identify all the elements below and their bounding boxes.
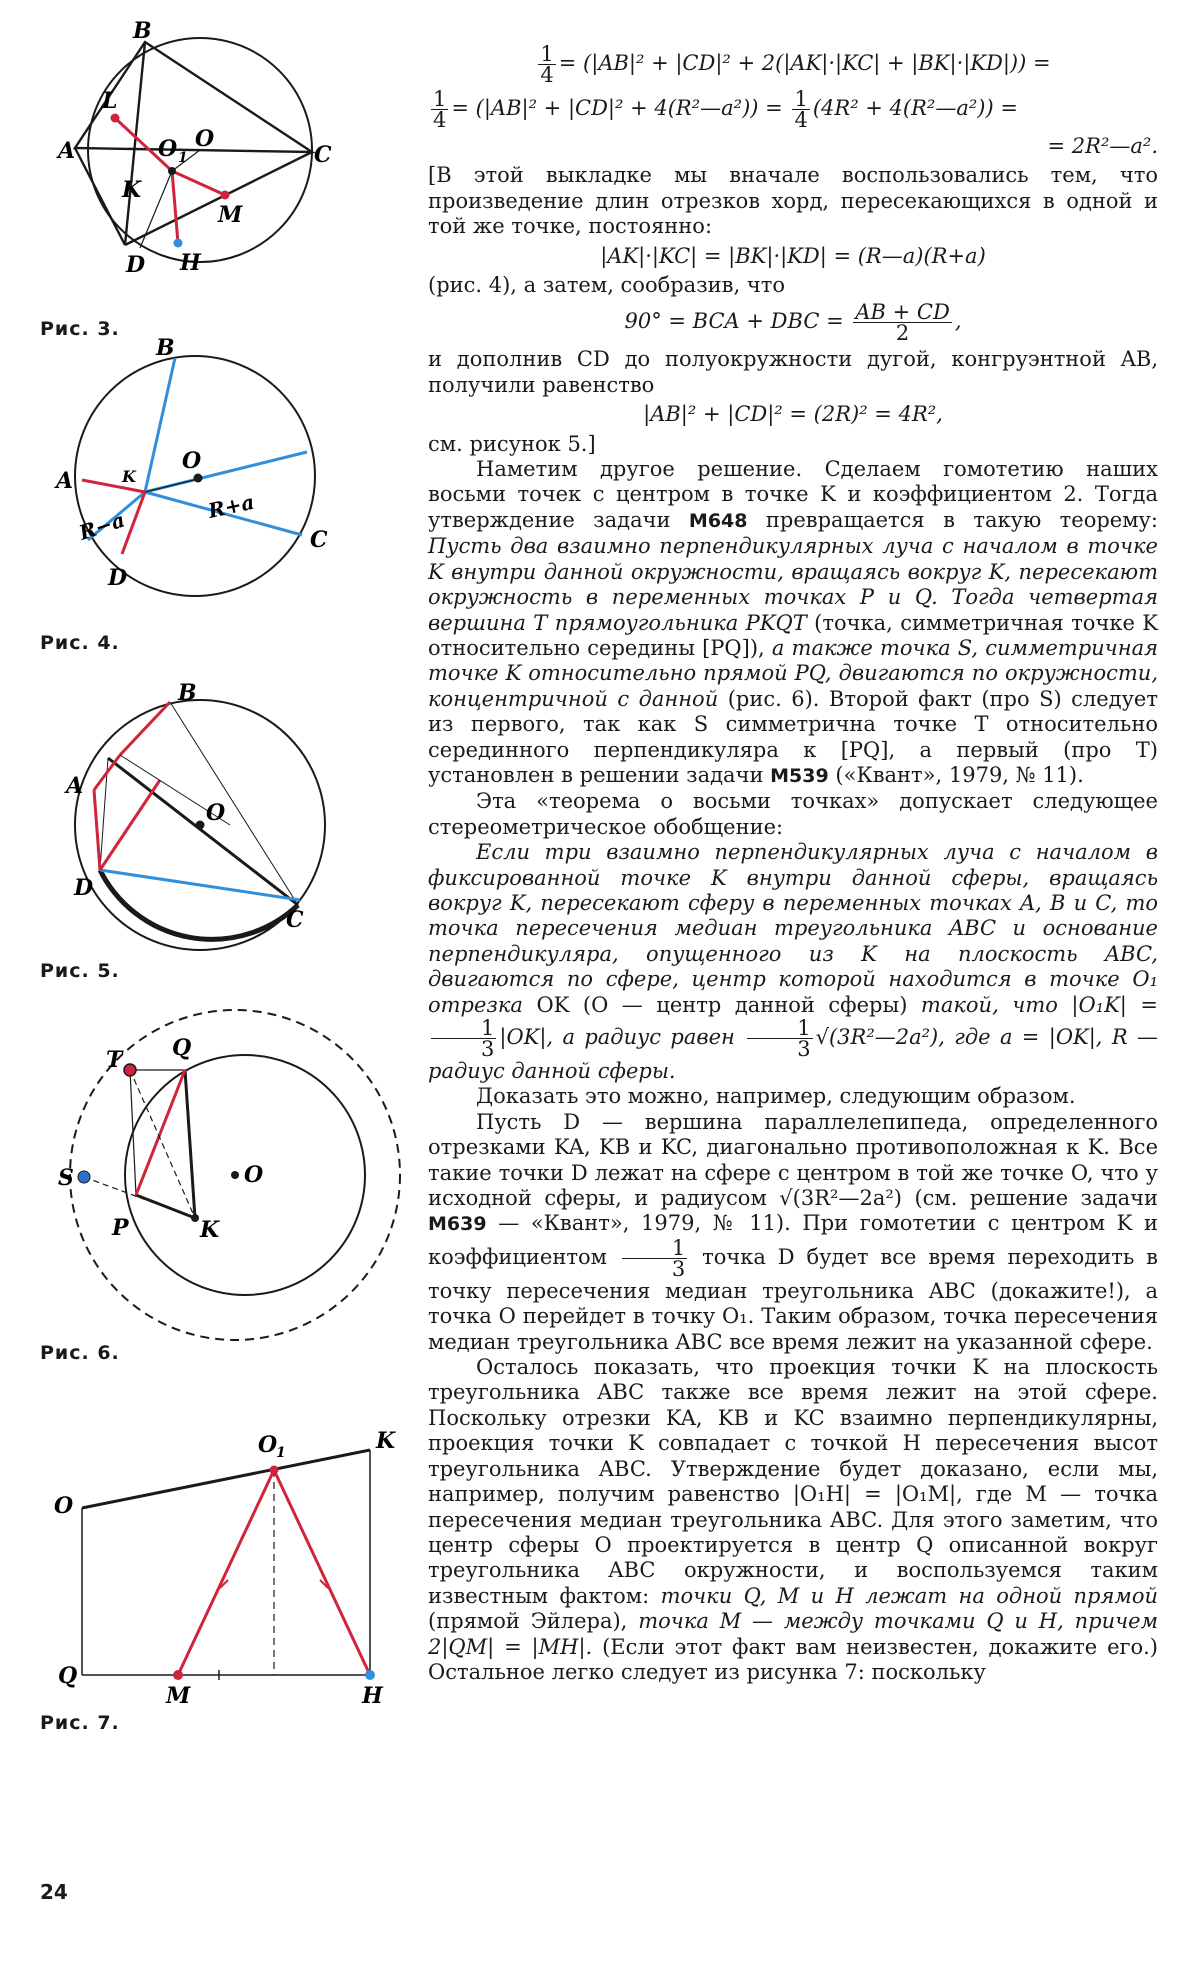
label-T: T: [106, 1047, 123, 1073]
label-O1-sub: 1: [276, 1445, 286, 1461]
label-C: C: [286, 907, 304, 933]
figure-6-caption: Рис. 6.: [40, 1342, 120, 1364]
point-O: [196, 821, 205, 830]
label-r-plus-a: R+a: [206, 489, 257, 523]
point-O: [231, 1171, 239, 1179]
equation-6: |AB|² + |CD|² = (2R)² = 4R²,: [643, 402, 943, 427]
figure-3: [30, 20, 350, 290]
figure-6: [30, 1025, 350, 1325]
point-O: [194, 474, 203, 483]
paragraph-10: Осталось показать, что проекция точки K на плоскость треугольника ABC также все время лежит на этой сфере. Поскольку отрезки KA, KB и KC взаимно перпендикулярны, проекция точки K совпадает с точкой H пересечения высот треугольника ABC. Утверждение будет доказано, если мы, например, получим равенство |O₁H| = |O₁M|, где M — точка пересечения медиан треугольника ABC. Для этого заметим, что центр сферы O проектируется в центр Q описанной вокруг треугольника ABC окружности, и воспользуемся таким известным фактом: точки Q, M и H лежат на одной прямой (прямой Эйлера), точка M — между точками Q и H, причем 2|QM| = |MH|. (Если этот факт вам неизвестен, докажите его.) Остальное легко следует из рисунка 7: поскольку: [428, 1355, 1159, 1684]
figure-7: [30, 1428, 396, 1710]
fraction: $\frac{1}{3}$: [622, 1238, 687, 1279]
equation-2: $\frac{1}{4}$ = (|AB|² + |CD|² + 4(R²—a²)) = $\frac{1}{4}$ (4R² + 4(R²—a²)) =: [433, 87, 1018, 132]
point-O1: [270, 1466, 279, 1475]
figure-3-caption: Рис. 3.: [40, 318, 120, 340]
paragraph-3: и дополнив CD до полуокружности дугой, конгруэнтной AB, получили равенство: [428, 347, 1158, 397]
label-B: B: [133, 18, 152, 44]
label-D: D: [74, 875, 94, 901]
fraction: $\frac{AB + CD}{2}$: [855, 300, 950, 346]
point-H: [174, 239, 183, 248]
figure-3-diagram: [30, 20, 350, 290]
label-H: H: [180, 250, 201, 276]
label-r-minus-a: R−a: [76, 507, 128, 545]
label-K: K: [200, 1217, 220, 1243]
label-O: O: [206, 800, 226, 826]
label-D: D: [108, 565, 128, 591]
paragraph-5: Наметим другое решение. Сделаем гомотетию наших восьми точек с центром в точке K и коэффициентом 2. Тогда утверждение задачи М648 превращается в такую теорему: Пусть два взаимно перпендикулярных луча с началом в точке K внутри данной окружности, вращаясь вокруг K, пересекают окружность в переменных точках P и Q. Тогда четвертая вершина T прямоугольника PKQT (точка, симметричная точке K относительно середины [PQ]), а также точка S, симметричная точке K относительно прямой PQ, двигаются по окружности, концентричной с данной (рис. 6). Второй факт (про S) следует из первого, так как S симметрична точке T относительно серединного перпендикуляра к [PQ], а первый (про T) установлен в решении задачи М539 («Квант», 1979, № 11).: [428, 457, 1158, 787]
point-S: [78, 1171, 90, 1183]
fraction: $\frac{1}{4}$: [433, 87, 447, 132]
label-O: O: [244, 1162, 264, 1188]
label-O1: O: [158, 136, 178, 162]
label-B: B: [156, 335, 175, 361]
page-number: 24: [40, 1880, 68, 1904]
paragraph-9: Пусть D — вершина параллелепипеда, определенного отрезками KA, KB и KC, диагонально противоположная к K. Все такие точки D лежат на сфере с центром в той же точке O, что у исходной сферы, и радиусом √(3R²—2a²) (см. решение задачи М639 — «Квант», 1979, № 11). При гомотетии с центром K и коэффициентом $\frac{1}{3}$ точка D будет все время переходить в точку пересечения медиан треугольника ABC (докажите!), а точка O перейдет в точку O₁. Таким образом, точка пересечения медиан треугольника ABC все время лежит на указанной сфере.: [428, 1109, 1158, 1354]
label-L: L: [102, 88, 118, 114]
figure-4: [30, 335, 350, 610]
label-S: S: [58, 1165, 74, 1191]
paragraph-6: Эта «теорема о восьми точках» допускает следующее стереометрическое обобщение:: [428, 789, 1158, 839]
point-M: [173, 1670, 183, 1680]
figure-7-caption: Рис. 7.: [40, 1712, 120, 1734]
problem-ref-m639: М639: [428, 1213, 487, 1236]
label-K: K: [122, 467, 136, 486]
problem-ref-m539: М539: [770, 764, 829, 787]
fraction: $\frac{1}{4}$: [540, 42, 554, 87]
figure-6-diagram: [30, 1025, 350, 1325]
text-column: [428, 40, 1158, 1685]
fraction: $\frac{1}{4}$: [794, 87, 808, 132]
equation-3: = 2R²—a².: [1047, 134, 1158, 158]
label-O: O: [54, 1493, 74, 1519]
fraction: $\frac{1}{3}$: [431, 1018, 496, 1059]
label-Q: Q: [58, 1663, 78, 1689]
paragraph-7: Если три взаимно перпендикулярных луча с началом в фиксированной точке K внутри данной сферы, вращаясь вокруг K, пересекают сферу в переменных точках A, B и C, то точка пересечения медиан треугольника ABC и основание перпендикуляра, опущенного из K на плоскость ABC, двигаются по сфере, центр которой находится в точке O₁ отрезка OK (O — центр данной сферы) такой, что |O₁K| = $\frac{1}{3}$ |OK|, а радиус равен $\frac{1}{3}$ √(3R²—2a²), где a = |OK|, R — радиус данной сферы.: [428, 840, 1158, 1083]
label-A: A: [56, 468, 74, 494]
label-O: O: [195, 126, 215, 152]
point-T: [124, 1064, 136, 1076]
label-K: K: [122, 177, 142, 203]
fraction: $\frac{1}{3}$: [747, 1018, 812, 1059]
label-D: D: [126, 252, 146, 278]
label-H: H: [362, 1683, 383, 1709]
label-B: B: [178, 680, 197, 706]
point-O1: [168, 167, 176, 175]
paragraph-1: [В этой выкладке мы вначале воспользовались тем, что произведение длин отрезков хорд, пересекающихся в одной и той же точке, постоянно:: [428, 163, 1158, 239]
point-H: [365, 1670, 375, 1680]
figure-4-caption: Рис. 4.: [40, 632, 120, 654]
figure-5-caption: Рис. 5.: [40, 960, 120, 982]
equation-4: |AK|·|KC| = |BK|·|KD| = (R—a)(R+a): [600, 243, 986, 268]
label-Q: Q: [172, 1035, 192, 1061]
equation-5: 90° = BCA + DBC = $\frac{AB + CD}{2}$ ,: [624, 300, 962, 346]
label-M: M: [166, 1683, 191, 1709]
paragraph-4: см. рисунок 5.]: [428, 431, 596, 456]
label-A: A: [66, 773, 84, 799]
label-C: C: [310, 527, 328, 553]
equation-1: $\frac{1}{4}$ = (|AB|² + |CD|² + 2(|AK|·|KC| + |BK|·|KD|)) =: [540, 42, 1051, 87]
figure-5: [30, 680, 350, 950]
label-O1-sub: 1: [178, 150, 188, 166]
figure-5-diagram: [30, 680, 350, 950]
problem-ref-m648: М648: [688, 509, 748, 532]
label-C: C: [314, 142, 332, 168]
point-M: [221, 191, 230, 200]
point-K: [191, 1214, 199, 1222]
figure-4-diagram: [30, 335, 350, 610]
label-O: O: [182, 448, 202, 474]
figure-7-diagram: [30, 1428, 396, 1710]
label-M: M: [218, 202, 243, 228]
paragraph-8: Доказать это можно, например, следующим образом.: [476, 1084, 1076, 1109]
point-L: [111, 114, 120, 123]
label-O1: O: [258, 1432, 278, 1458]
label-A: A: [58, 138, 76, 164]
label-P: P: [112, 1215, 129, 1241]
paragraph-2: (рис. 4), а затем, сообразив, что: [428, 273, 785, 298]
label-K: K: [376, 1428, 396, 1454]
